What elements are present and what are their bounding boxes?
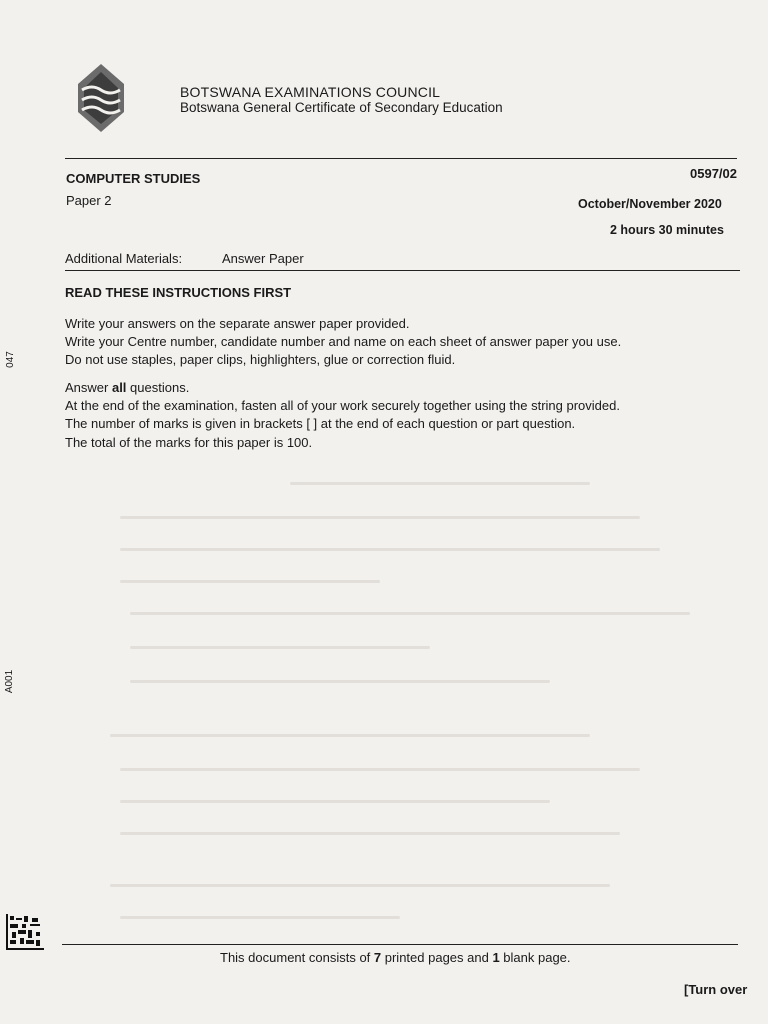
council-name: BOTSWANA EXAMINATIONS COUNCIL [180,84,441,100]
show-through-mark [120,916,400,919]
answer-prefix: Answer [65,380,112,395]
instruction-line: Write your answers on the separate answer paper provided. [65,316,410,331]
blank-page-count: 1 [492,950,500,965]
show-through-mark [120,800,550,803]
show-through-mark [120,580,380,583]
show-through-mark [110,884,610,887]
bec-logo-icon [72,62,130,134]
instruction-line: Write your Centre number, candidate number and name on each sheet of answer paper you use. [65,334,622,349]
instruction-line: At the end of the examination, fasten all of your work securely together using the string provided. [65,398,620,413]
printed-page-count: 7 [373,950,382,965]
show-through-mark [290,482,590,485]
show-through-mark [130,612,690,615]
show-through-mark [110,734,590,737]
additional-materials-value: Answer Paper [222,251,304,266]
show-through-mark [120,516,640,519]
side-label-bottom: A001 [4,669,16,694]
paper-code: 0597/02 [690,166,737,181]
instruction-line: The total of the marks for this paper is 100. [65,435,313,450]
certificate-name: Botswana General Certificate of Secondary Education [180,100,503,115]
footer-divider [62,944,738,945]
exam-session: October/November 2020 [578,197,722,211]
page-count-prefix: This document consists of [220,950,374,965]
paper-number: Paper 2 [66,193,112,208]
page-count-suffix: blank page. [499,950,571,965]
instruction-line: Do not use staples, paper clips, highlighters, glue or correction fluid. [65,352,456,367]
instructions-title: READ THESE INSTRUCTIONS FIRST [65,285,292,300]
exam-duration: 2 hours 30 minutes [610,223,724,237]
additional-materials-label: Additional Materials: [65,251,183,266]
show-through-mark [120,548,660,551]
side-label-top: 047 [4,351,16,368]
datamatrix-code-icon [6,914,44,950]
show-through-mark [130,646,430,649]
instruction-line: The number of marks is given in brackets [ ] at the end of each question or part question. [65,416,576,431]
instruction-answer-all [65,380,189,395]
subject-title: COMPUTER STUDIES [66,171,201,186]
show-through-mark [130,680,550,683]
divider [65,158,737,159]
show-through-mark [120,768,640,771]
divider [65,270,740,271]
answer-emphasis: all [111,380,127,395]
page-count-middle: printed pages and [381,950,493,965]
turn-over-note: [Turn over [684,982,748,997]
show-through-mark [120,832,620,835]
answer-suffix: questions. [126,380,190,395]
page-count-note [220,950,571,965]
